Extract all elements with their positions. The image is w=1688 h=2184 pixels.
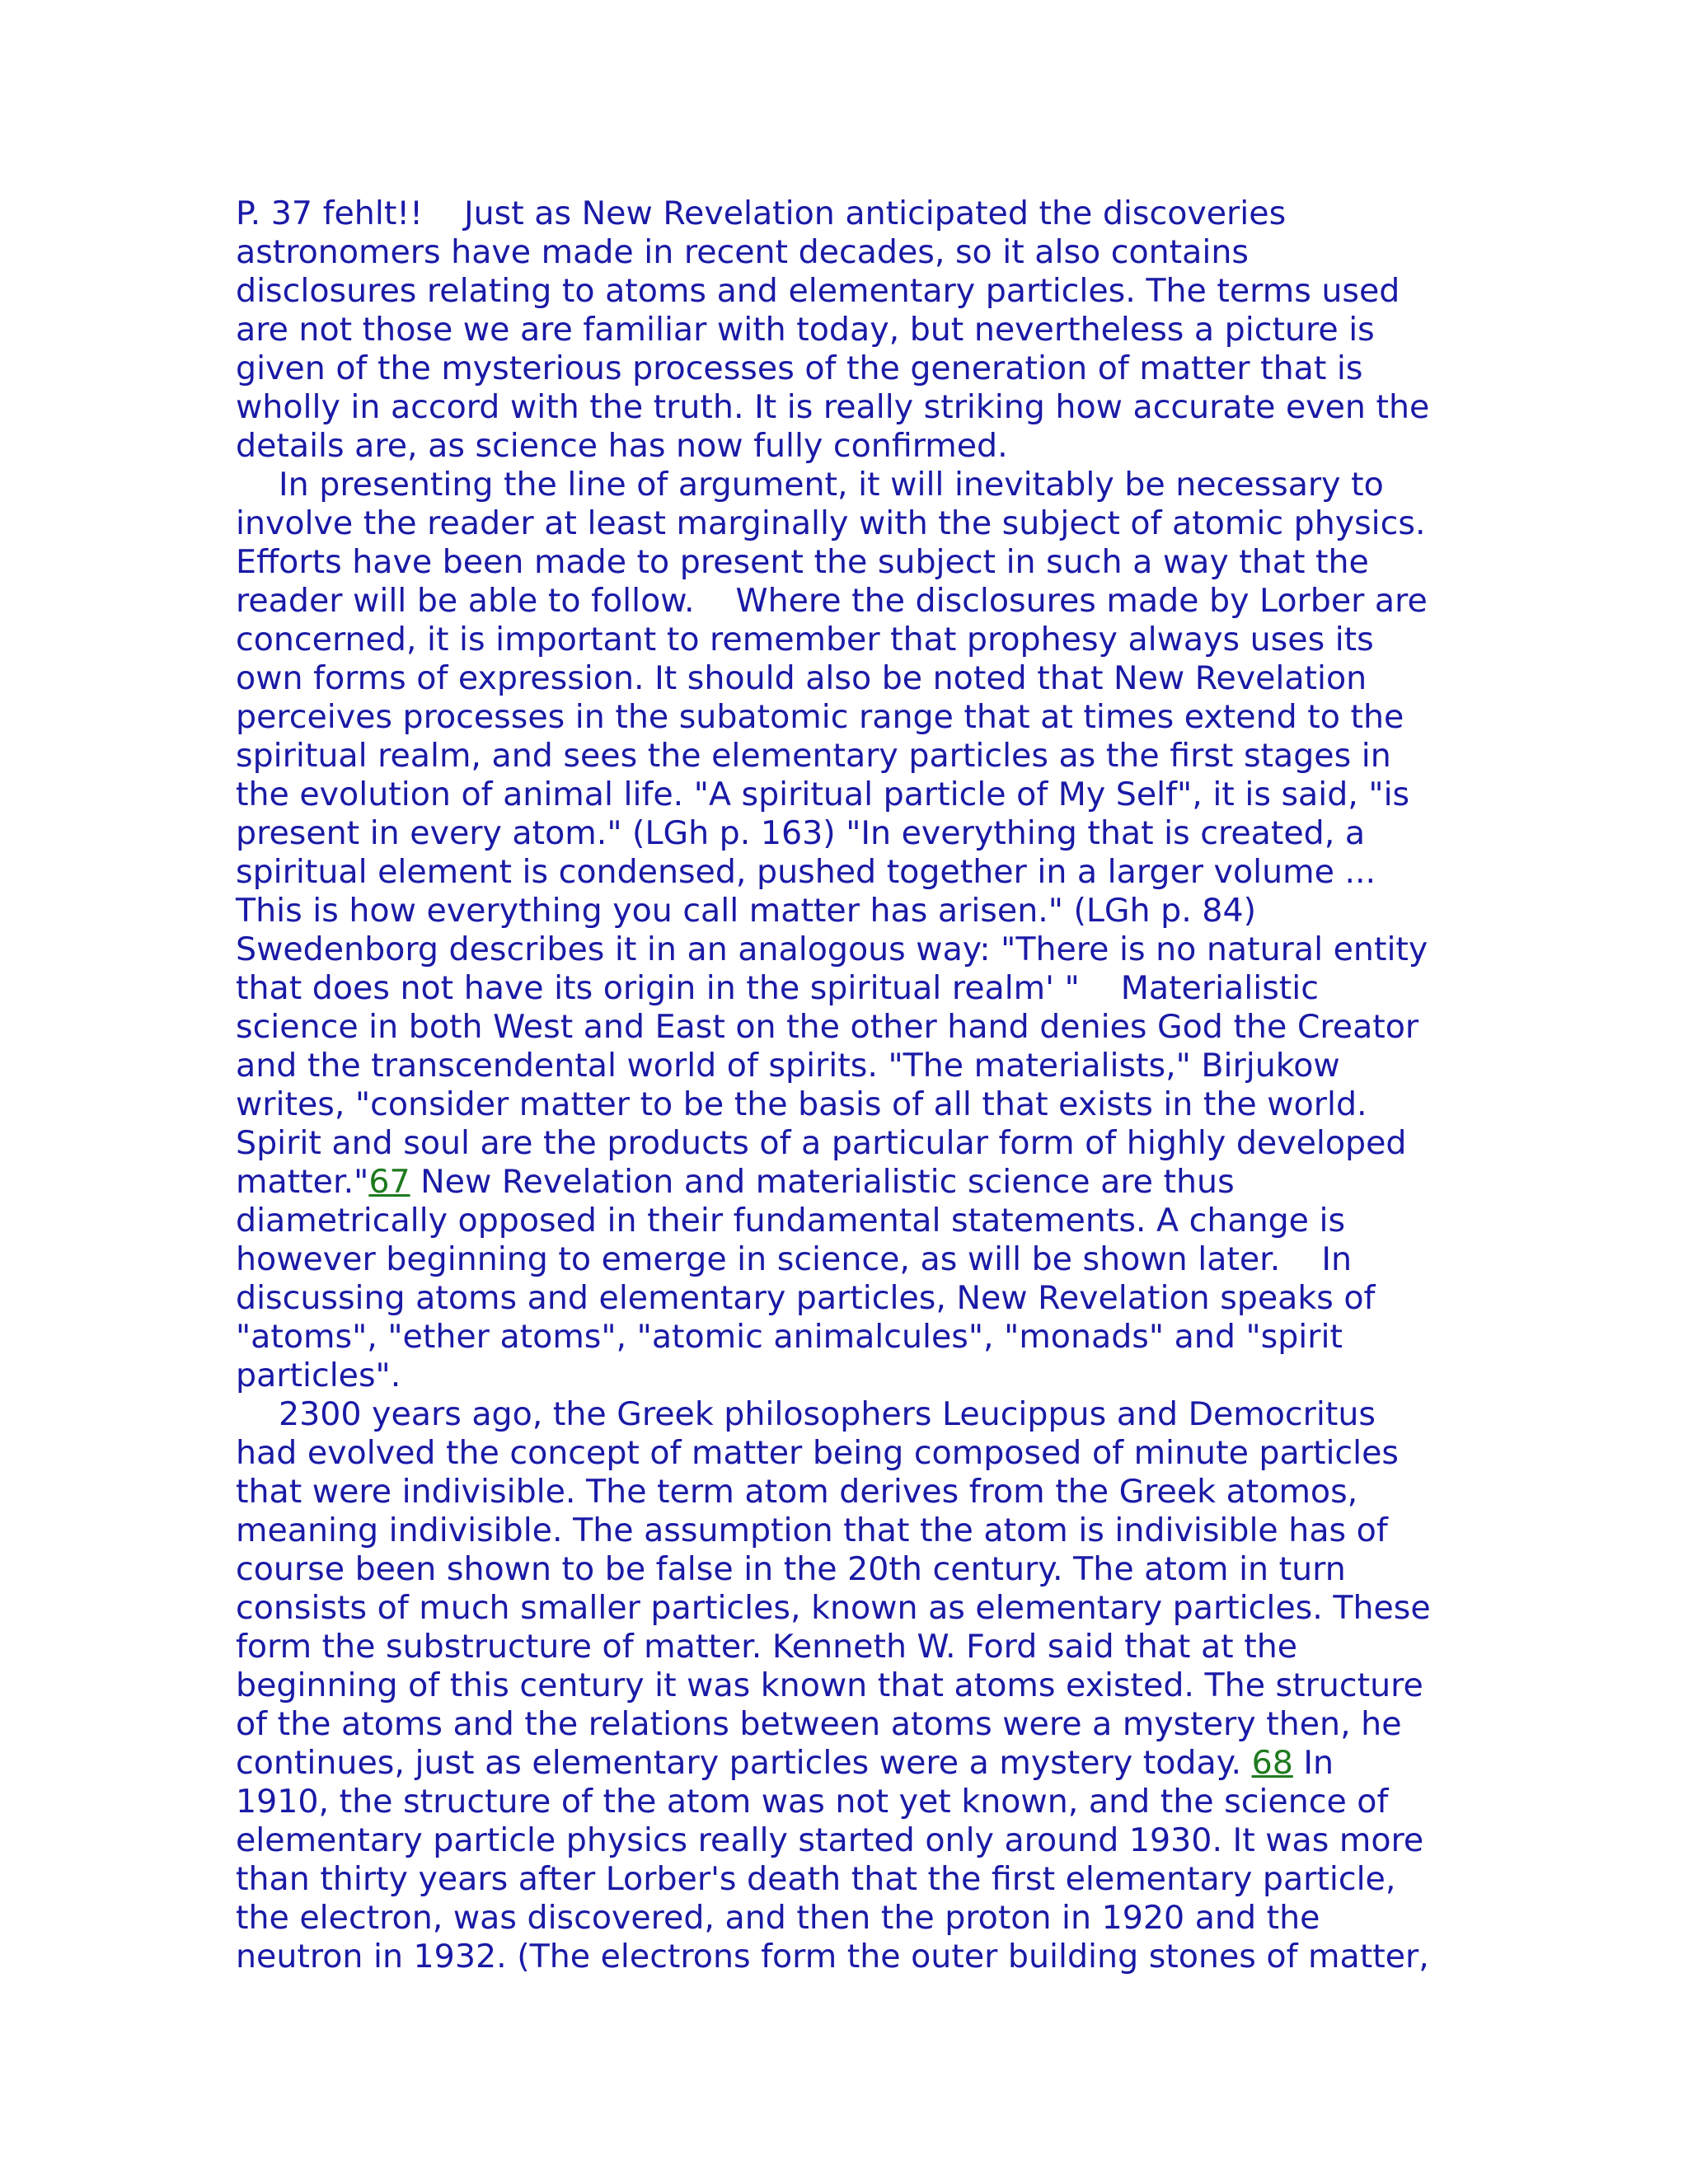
- text-line: had evolved the concept of matter being composed of minute particles: [236, 1434, 1399, 1472]
- text-line: astronomers have made in recent decades, so it also contains: [236, 233, 1249, 271]
- text-line: continues, just as elementary particles were a mystery today. 68 In: [236, 1744, 1334, 1782]
- text-line: particles".: [236, 1357, 401, 1394]
- text-line: that does not have its origin in the spiritual realm' " Materialistic: [236, 969, 1319, 1007]
- footnote-link-67[interactable]: 67: [368, 1163, 410, 1201]
- text-line: the electron, was discovered, and then the proton in 1920 and the: [236, 1899, 1320, 1937]
- text-line: concerned, it is important to remember that prophesy always uses its: [236, 621, 1374, 658]
- text-line: diametrically opposed in their fundamental statements. A change is: [236, 1202, 1346, 1240]
- text-line: This is how everything you call matter has arisen." (LGh p. 84): [236, 892, 1256, 930]
- text-line: however beginning to emerge in science, as will be shown later. In: [236, 1240, 1353, 1278]
- text-line: matter."67 New Revelation and materialistic science are thus: [236, 1163, 1235, 1201]
- text-line: of the atoms and the relations between atoms were a mystery then, he: [236, 1705, 1402, 1743]
- text-line: than thirty years after Lorber's death that the first elementary particle,: [236, 1860, 1396, 1898]
- text-line: own forms of expression. It should also be noted that New Revelation: [236, 659, 1367, 697]
- text-line: "atoms", "ether atoms", "atomic animalcules", "monads" and "spirit: [236, 1318, 1343, 1356]
- text-line: involve the reader at least marginally with the subject of atomic physics.: [236, 504, 1426, 542]
- text-line: 2300 years ago, the Greek philosophers Leucippus and Democritus: [279, 1395, 1376, 1433]
- text-line: P. 37 fehlt!! Just as New Revelation anticipated the discoveries: [236, 194, 1287, 232]
- text-line: are not those we are familiar with today, but nevertheless a picture is: [236, 311, 1375, 349]
- text-line: science in both West and East on the other hand denies God the Creator: [236, 1008, 1419, 1046]
- text-line: beginning of this century it was known that atoms existed. The structure: [236, 1666, 1423, 1704]
- text-line: meaning indivisible. The assumption that the atom is indivisible has of: [236, 1511, 1388, 1549]
- text-line: disclosures relating to atoms and elementary particles. The terms used: [236, 272, 1400, 310]
- footnote-link-68[interactable]: 68: [1251, 1744, 1293, 1782]
- text-line: course been shown to be false in the 20th century. The atom in turn: [236, 1550, 1346, 1588]
- text-line: In presenting the line of argument, it will inevitably be necessary to: [279, 466, 1384, 504]
- text-line: Spirit and soul are the products of a particular form of highly developed: [236, 1124, 1407, 1162]
- body-text: [236, 194, 1456, 1976]
- text-line: present in every atom." (LGh p. 163) "In everything that is created, a: [236, 814, 1366, 852]
- text-line: 1910, the structure of the atom was not yet known, and the science of: [236, 1783, 1389, 1821]
- text-line: and the transcendental world of spirits. "The materialists," Birjukow: [236, 1047, 1340, 1085]
- text-line: given of the mysterious processes of the generation of matter that is: [236, 349, 1363, 387]
- text-line: Efforts have been made to present the subject in such a way that the: [236, 543, 1369, 581]
- text-line: elementary particle physics really started only around 1930. It was more: [236, 1821, 1424, 1859]
- text-line: form the substructure of matter. Kenneth W. Ford said that at the: [236, 1628, 1298, 1666]
- text-line: Swedenborg describes it in an analogous way: "There is no natural entity: [236, 930, 1428, 968]
- text-line: reader will be able to follow. Where the disclosures made by Lorber are: [236, 582, 1428, 620]
- text-line: that were indivisible. The term atom derives from the Greek atomos,: [236, 1473, 1358, 1511]
- text-line: discussing atoms and elementary particles, New Revelation speaks of: [236, 1279, 1376, 1317]
- text-line: writes, "consider matter to be the basis of all that exists in the world.: [236, 1085, 1367, 1123]
- text-line: perceives processes in the subatomic range that at times extend to the: [236, 698, 1404, 736]
- text-line: neutron in 1932. (The electrons form the outer building stones of matter,: [236, 1938, 1429, 1975]
- text-line: spiritual element is condensed, pushed together in a larger volume ...: [236, 853, 1376, 891]
- text-line: wholly in accord with the truth. It is really striking how accurate even the: [236, 388, 1430, 426]
- text-line: consists of much smaller particles, known as elementary particles. These: [236, 1589, 1431, 1627]
- text-line: details are, as science has now fully confirmed.: [236, 427, 1008, 465]
- text-line: the evolution of animal life. "A spiritual particle of My Self", it is said, "is: [236, 776, 1410, 813]
- text-line: spiritual realm, and sees the elementary particles as the first stages in: [236, 737, 1391, 775]
